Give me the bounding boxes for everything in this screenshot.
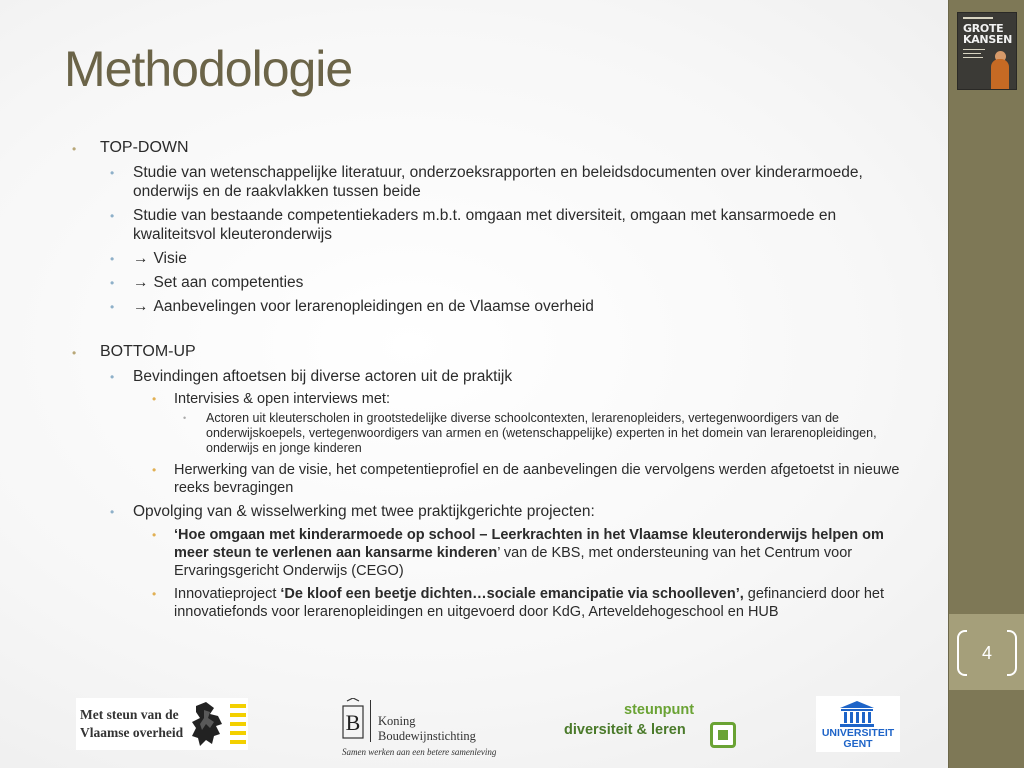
vlaamse-overheid-logo xyxy=(76,698,248,750)
logo-line: Koning xyxy=(378,714,416,728)
list-item-text: Intervisies & open interviews met: xyxy=(174,391,390,407)
thumb-line xyxy=(963,53,981,54)
svg-text:B: B xyxy=(345,710,361,735)
bullet-top-down xyxy=(70,138,910,157)
bullet-dot-icon: • xyxy=(110,252,115,266)
bullet-dot-icon: • xyxy=(110,276,115,290)
list-item-text: Bevindingen aftoetsen bij diverse actoren uit de praktijk xyxy=(133,368,513,385)
logo-line: Boudewijnstichting xyxy=(378,729,476,743)
thumb-line xyxy=(963,57,983,58)
flemish-lion-icon xyxy=(188,700,228,748)
bullet-text: TOP-DOWN xyxy=(100,139,189,156)
university-building-icon xyxy=(838,700,876,728)
universiteit-gent-logo xyxy=(816,696,900,752)
slide-title: Methodologie xyxy=(64,41,353,97)
list-item-text: Actoren uit kleuterscholen in grootstedelijke diverse schoolcontexten, lerarenopleiders, vertegenwoordigers van de onderwijskoepels, vertegenwoordigers van armen en (wetenschappelijke) experten in het domein van lerarenopleidingen, onderwijs en jonge kinderen xyxy=(206,411,877,455)
list-item xyxy=(70,585,910,621)
list-item xyxy=(70,297,910,316)
project-title: ‘Hoe omgaan met kinderarmoede op school – Leerkrachten in het Vlaamse kleuteronderwijs helpen om meer steun te verlenen aan kansarme kinderen xyxy=(174,527,884,561)
thumb-line xyxy=(963,49,985,50)
bullet-dot-icon: • xyxy=(152,392,157,406)
list-item xyxy=(70,206,910,244)
list-item xyxy=(70,367,910,386)
bullet-text: BOTTOM-UP xyxy=(100,343,196,360)
list-item xyxy=(70,163,910,201)
list-item-text: Studie van bestaande competentiekaders m.b.t. omgaan met diversiteit, omgaan met kansarmoede en kwaliteitsvol kleuteronderwijs xyxy=(133,207,837,243)
list-item-text: Herwerking van de visie, het competentieprofiel en de aanbevelingen die vervolgens werden afgetoetst in nieuwe reeks bevragingen xyxy=(174,462,900,496)
page-number-box xyxy=(957,630,1017,676)
slide-sidebar xyxy=(948,0,1024,768)
list-item xyxy=(70,461,910,497)
kbs-emblem-icon xyxy=(338,698,368,742)
kbs-name xyxy=(378,714,498,744)
child-figure-body xyxy=(991,59,1009,90)
logo-line: Met steun van de xyxy=(80,707,179,722)
right-arrow-icon: → xyxy=(133,274,149,291)
bullet-dot-icon: • xyxy=(183,413,187,423)
list-item-text: Opvolging van & wisselwerking met twee praktijkgerichte projecten: xyxy=(133,503,595,520)
right-arrow-icon: → xyxy=(133,298,149,315)
yellow-stripes-icon xyxy=(230,704,246,746)
bullet-dot-icon: • xyxy=(152,463,157,477)
project-title: ‘De kloof een beetje dichten…sociale emancipatie via schoolleven’, xyxy=(280,586,744,602)
list-item-text: ’ van de KBS, met ondersteuning van het Centrum voor Ervaringsgericht Onderwijs (CEGO) xyxy=(174,545,853,579)
list-item xyxy=(70,502,910,521)
bullet-dot-icon: • xyxy=(152,587,157,601)
list-item xyxy=(70,390,910,408)
right-arrow-icon: → xyxy=(133,250,149,267)
bullet-dot-icon: • xyxy=(110,209,115,223)
logo-line: diversiteit & leren xyxy=(564,722,686,738)
bullet-dot-icon: • xyxy=(110,370,115,384)
list-item-text: gefinancierd door het innovatiefonds voor lerarenopleidingen en uitgevoerd door KdG, Arteveldehogeschool en HUB xyxy=(174,586,885,620)
list-item-text: Innovatieproject xyxy=(174,586,281,602)
ugent-text xyxy=(816,728,900,750)
vlaamse-overheid-text xyxy=(80,706,190,742)
thumb-line xyxy=(963,17,993,19)
logo-line: GENT xyxy=(843,738,873,750)
list-item-text: Visie xyxy=(153,250,187,267)
logo-line: Vlaamse overheid xyxy=(80,725,184,740)
bullet-bottom-up xyxy=(70,342,910,361)
list-item xyxy=(70,411,910,456)
list-item xyxy=(70,526,910,580)
thumbnail-title: GROTE KANSEN xyxy=(963,22,1013,46)
logo-line: UNIVERSITEIT xyxy=(821,727,895,739)
logo-line: steunpunt xyxy=(624,702,695,718)
bullet-dot-icon: • xyxy=(110,505,115,519)
bullet-dot-icon: • xyxy=(110,166,115,180)
bullet-dot-icon: • xyxy=(152,528,157,542)
list-item-text: Studie van wetenschappelijke literatuur, onderzoeksrapporten en beleidsdocumenten over kinderarmoede, onderwijs en de raakvlakken tussen beide xyxy=(133,164,863,200)
list-item xyxy=(70,273,910,292)
logo-bar xyxy=(0,688,948,768)
square-icon xyxy=(710,722,736,748)
koning-boudewijnstichting-logo xyxy=(338,694,498,760)
bullet-dot-icon: • xyxy=(72,346,77,360)
list-item xyxy=(70,249,910,268)
bullet-dot-icon: • xyxy=(72,142,77,156)
bullet-dot-icon: • xyxy=(110,300,115,314)
slide-content xyxy=(70,138,910,621)
cover-thumbnail xyxy=(957,12,1017,90)
kbs-tagline: Samen werken aan een betere samenleving xyxy=(342,747,497,757)
list-item-text: Set aan competenties xyxy=(153,274,304,291)
steunpunt-diversiteit-logo xyxy=(562,702,742,752)
divider xyxy=(370,700,371,742)
page-number: 4 xyxy=(981,643,992,663)
list-item-text: Aanbevelingen voor lerarenopleidingen en de Vlaamse overheid xyxy=(153,298,594,315)
